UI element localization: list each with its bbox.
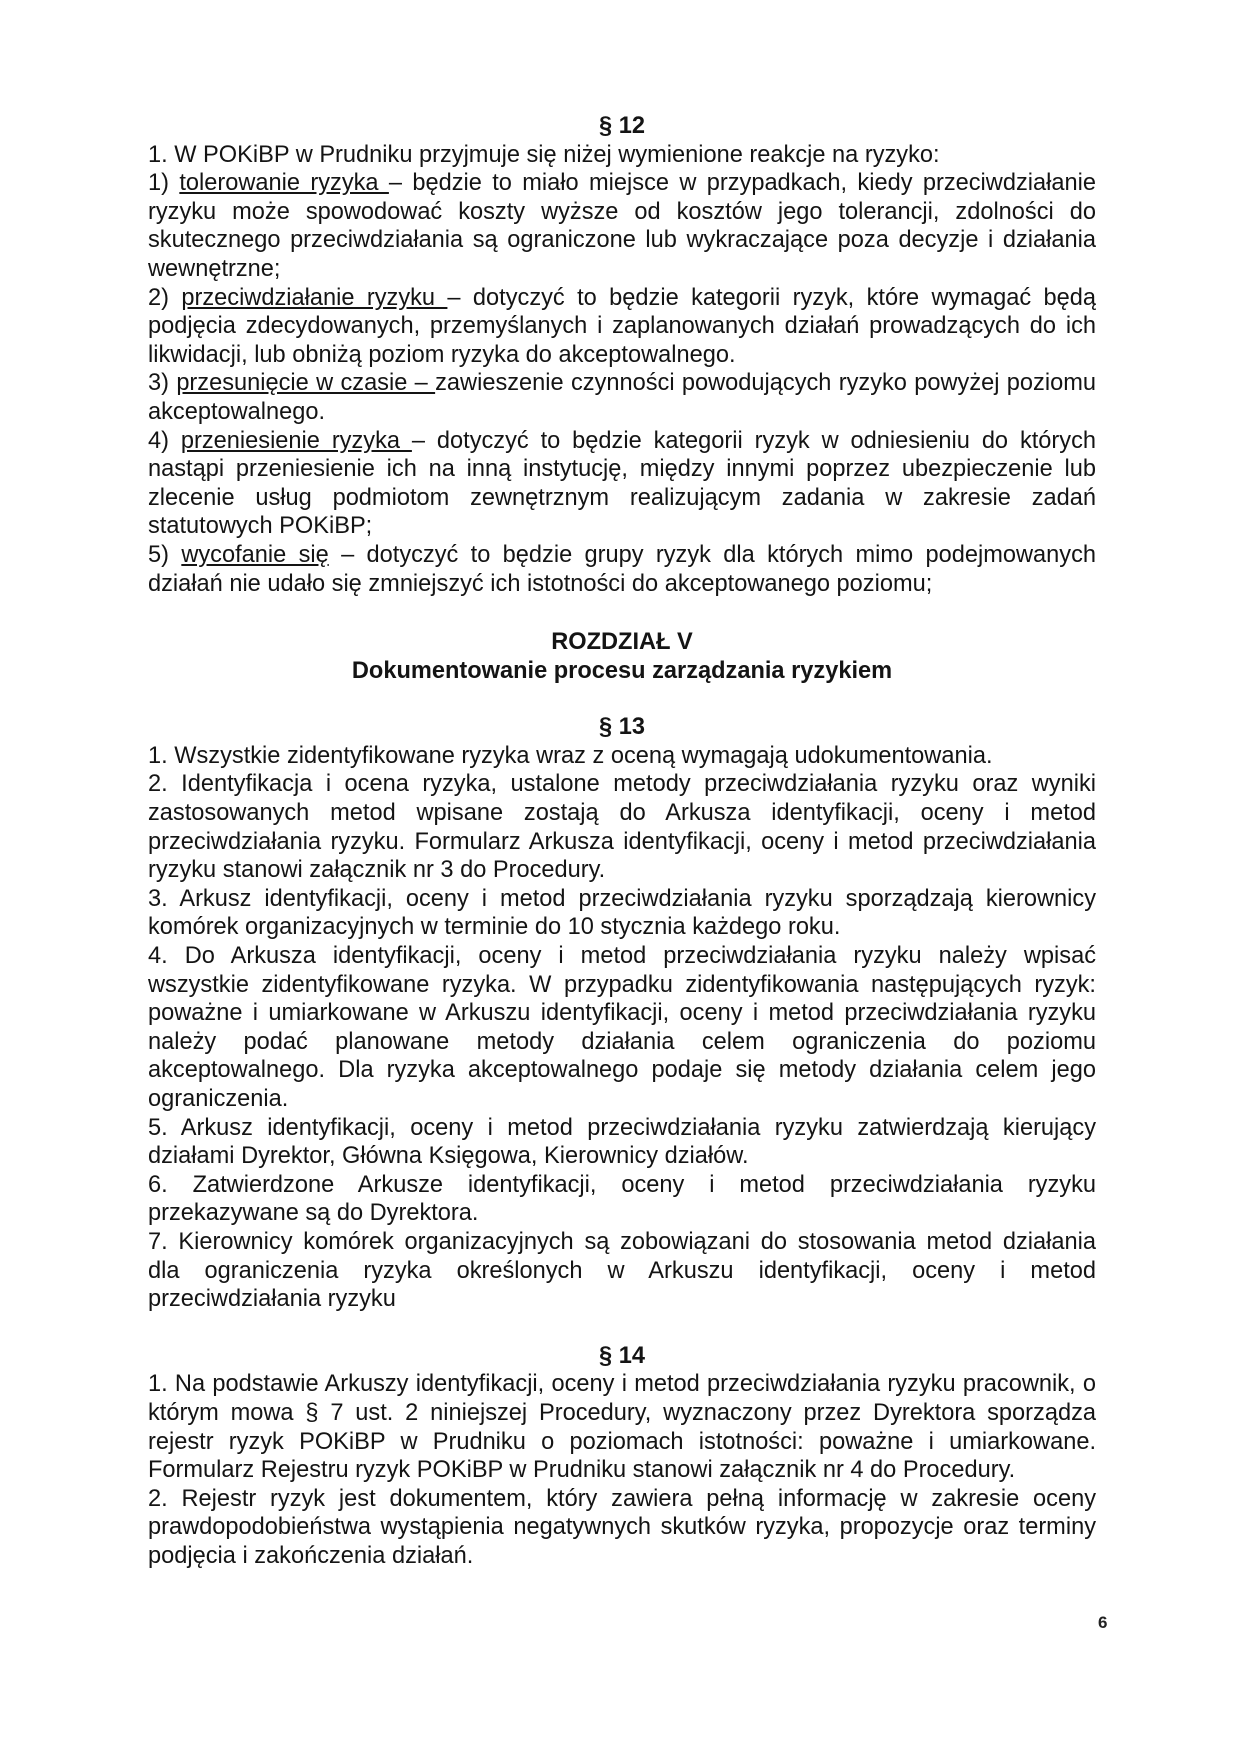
item-number: 2) (148, 284, 182, 311)
section-14-paragraph-1: 1. Na podstawie Arkuszy identyfikacji, oceny i metod przeciwdziałania ryzyku pracownik, o którym mowa § 7 ust. 2 niniejszej Procedury, wyznaczony przez Dyrektora sporządza rejestr ryzyk POKiBP w Prudniku o poziomach istotności: poważne i umiarkowane. Formularz Rejestru ryzyk POKiBP w Prudniku stanowi załącznik nr 4 do Procedury. (148, 1371, 1096, 1484)
section-14-paragraph-2: 2. Rejestr ryzyk jest dokumentem, który zawiera pełną informację w zakresie oceny prawdopodobieństwa wystąpienia negatywnych skutków ryzyka, propozycje oraz terminy podjęcia i zakończenia działań. (148, 1485, 1096, 1569)
section-13-paragraph-5: 5. Arkusz identyfikacji, oceny i metod przeciwdziałania ryzyku zatwierdzają kierujący działami Dyrektor, Główna Księgowa, Kierownicy działów. (148, 1114, 1096, 1170)
item-term: przeniesienie ryzyka (180, 427, 412, 454)
section-13-paragraph-4: 4. Do Arkusza identyfikacji, oceny i metod przeciwdziałania ryzyku należy wpisać wszystkie zidentyfikowane ryzyka. W przypadku zidentyfikowania następujących ryzyk: poważne i umiarkowane w Arkuszu identyfikacji, oceny i metod przeciwdziałania ryzyku należy podać planowane metody działania celem ograniczenia do poziomu akceptowalnego. Dla ryzyka akceptowalnego podaje się metody działania celem jego ograniczenia. (148, 943, 1096, 1112)
item-term: przeciwdziałanie ryzyku (181, 284, 448, 311)
item-number: 3) (148, 370, 177, 397)
item-text: zawieszenie czynności powodujących ryzyko powyżej poziomu akceptowalnego. (148, 370, 1096, 425)
section-12-item-5 (148, 541, 1096, 598)
section-12-item-4 (148, 427, 1096, 541)
section-12-intro: 1. W POKiBP w Prudniku przyjmuje się niżej wymienione reakcje na ryzyko: (148, 141, 940, 168)
item-text: – dotyczyć to będzie grupy ryzyk dla których mimo podejmowanych działań nie udało się zmniejszyć ich istotności do akceptowanego poziomu; (148, 541, 1096, 597)
item-number: 1) (148, 170, 180, 197)
item-text: – dotyczyć to będzie kategorii ryzyk, które wymagać będą podjęcia zdecydowanych, przemyślanych i zaplanowanych działań prowadzących do ich likwidacji, lub obniżą poziom ryzyka do akceptowalnego. (148, 284, 1096, 368)
section-12-item-1 (148, 169, 1096, 283)
item-term: przesunięcie w czasie – (176, 370, 436, 397)
section-12-heading: § 12 (599, 113, 645, 139)
section-12-item-3 (148, 369, 1096, 426)
item-term: tolerowanie ryzyka (179, 170, 389, 197)
item-number: 5) (148, 541, 182, 568)
item-term: wycofanie się (181, 541, 329, 568)
chapter-subtitle: Dokumentowanie procesu zarządzania ryzykiem (351, 657, 893, 684)
section-13-paragraph-3: 3. Arkusz identyfikacji, oceny i metod przeciwdziałania ryzyku sporządzają kierownicy komórek organizacyjnych w terminie do 10 stycznia każdego roku. (148, 885, 1096, 941)
item-text: – będzie to miało miejsce w przypadkach, kiedy przeciwdziałanie ryzyku może spowodować koszty wyższe od kosztów jego tolerancji, zdolności do skutecznego przeciwdziałania są ograniczone lub wykraczające poza decyzje i działania wewnętrzne; (148, 170, 1096, 282)
section-12-item-2 (148, 284, 1096, 370)
section-13-paragraph-2: 2. Identyfikacja i ocena ryzyka, ustalone metody przeciwdziałania ryzyku oraz wyniki zastosowanych metod wpisane zostają do Arkusza identyfikacji, oceny i metod przeciwdziałania ryzyku. Formularz Arkusza identyfikacji, oceny i metod przeciwdziałania ryzyku stanowi załącznik nr 3 do Procedury. (148, 771, 1096, 884)
section-14-heading: § 14 (599, 1342, 645, 1369)
document-page (148, 112, 1096, 1571)
item-number: 4) (148, 427, 181, 454)
page-number: 6 (1098, 1613, 1108, 1632)
section-13-paragraph-1: 1. Wszystkie zidentyfikowane ryzyka wraz z oceną wymagają udokumentowania. (148, 742, 993, 769)
section-13-paragraph-7: 7. Kierownicy komórek organizacyjnych są zobowiązani do stosowania metod działania dla ograniczenia ryzyka określonych w Arkuszu identyfikacji, oceny i metod przeciwdziałania ryzyku (148, 1228, 1096, 1313)
chapter-title: ROZDZIAŁ V (551, 629, 693, 656)
item-text: – dotyczyć to będzie kategorii ryzyk w odniesieniu do których nastąpi przeniesienie ich na inną instytucję, między innymi poprzez ubezpieczenie lub zlecenie usług podmiotom zewnętrznym realizującym zadania w zakresie zadań statutowych POKiBP; (148, 427, 1097, 540)
section-13-paragraph-6: 6. Zatwierdzone Arkusze identyfikacji, oceny i metod przeciwdziałania ryzyku przekazywane są do Dyrektora. (148, 1171, 1096, 1227)
section-13-heading: § 13 (599, 714, 645, 741)
